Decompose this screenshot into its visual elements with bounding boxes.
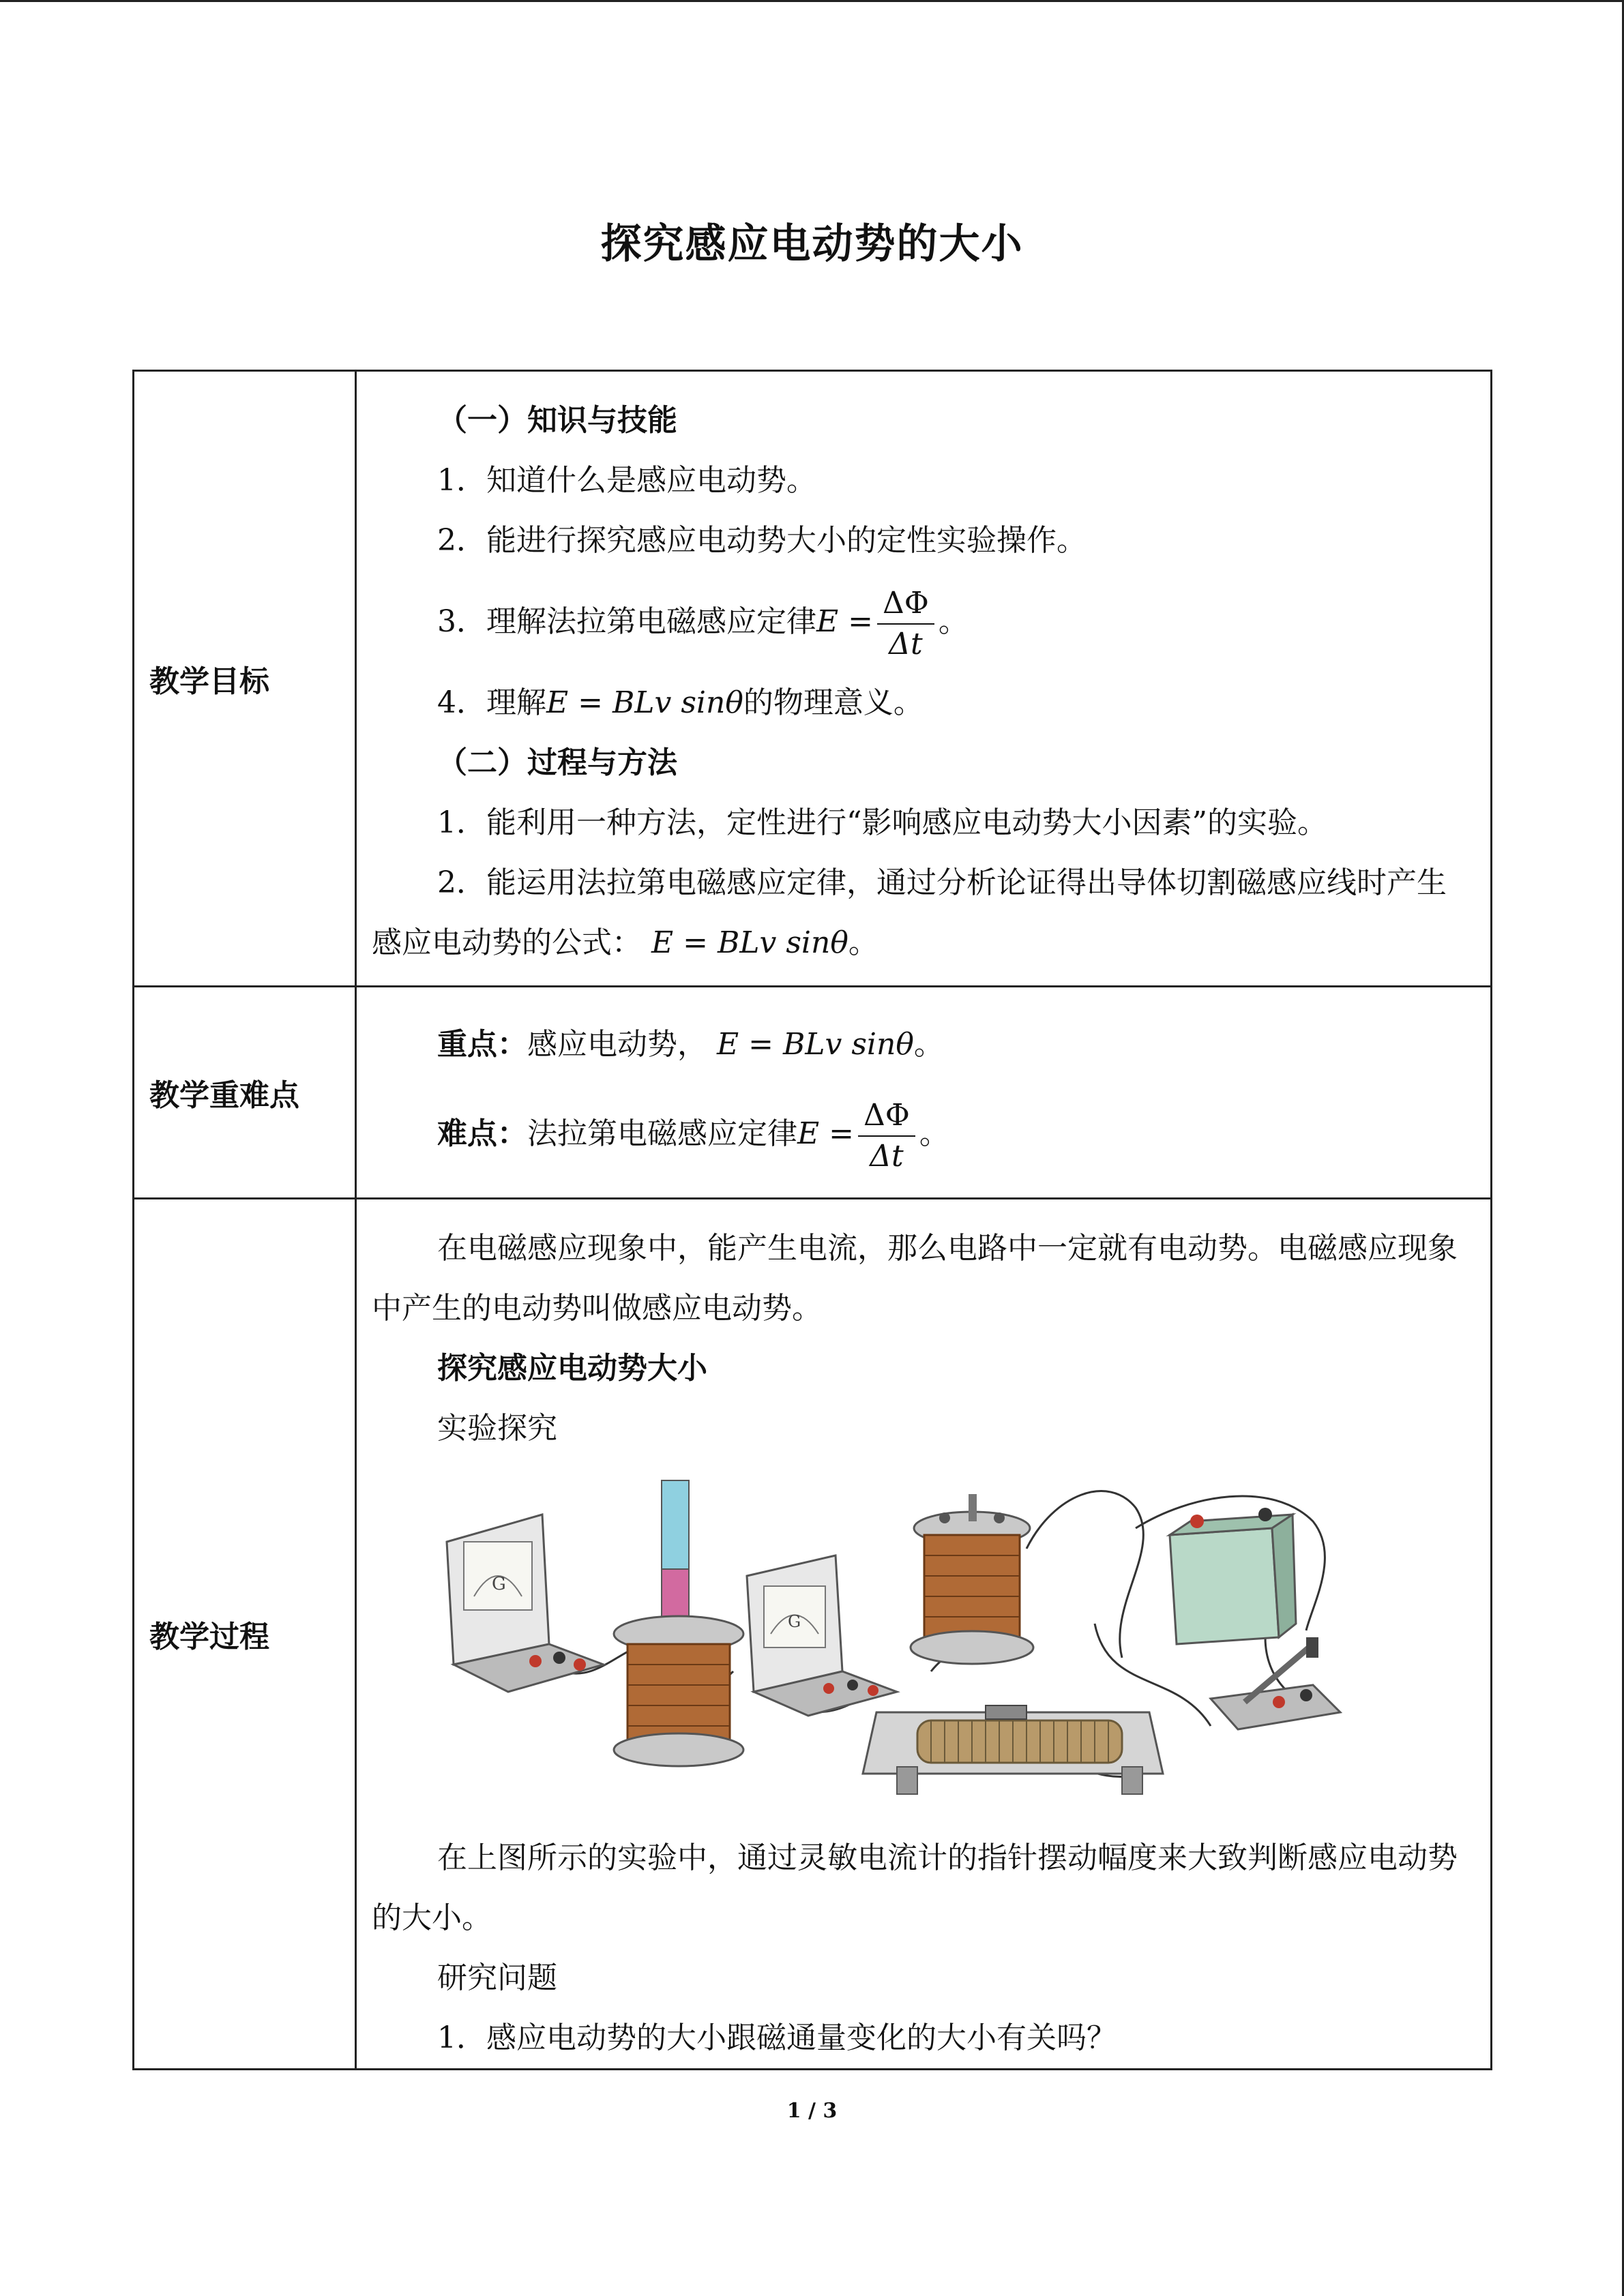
row-content-key-points	[356, 987, 1492, 1199]
lesson-plan-table	[132, 370, 1492, 2070]
objective-item-2: 2．能进行探究感应电动势大小的定性实验操作。	[437, 523, 1087, 558]
table-row-process	[134, 1199, 1492, 2070]
fraction-denominator: Δt	[870, 1138, 904, 1174]
battery	[1170, 1508, 1296, 1644]
objective-item-3-text: 3．理解法拉第电磁感应定律	[437, 604, 816, 639]
knife-switch	[1211, 1637, 1340, 1729]
difficult-point-text: 法拉第电磁感应定律	[527, 1116, 797, 1151]
galvanometer-1	[447, 1515, 604, 1692]
research-question-heading: 研究问题	[437, 1960, 557, 1995]
rheostat	[863, 1705, 1163, 1794]
objective-item-3	[372, 571, 1475, 673]
objective-item-1: 1．知道什么是感应电动势。	[437, 463, 816, 498]
process-paragraph-1: 在电磁感应现象中，能产生电流，那么电路中一定就有电动势。电磁感应现象中产生的电动势叫做感应电动势。	[372, 1231, 1458, 1326]
row-label-objectives: 教学目标	[134, 371, 356, 987]
emf-formula: E = BLv sinθ	[546, 685, 743, 720]
process-heading: 探究感应电动势大小	[437, 1351, 707, 1386]
galvanometer-1-label: G	[492, 1574, 506, 1594]
fraction-numerator: ΔΦ	[858, 1096, 915, 1137]
apparatus-drawing	[426, 1467, 1381, 1808]
section-heading-knowledge: （一）知识与技能	[437, 403, 677, 438]
objective-item-4-prefix: 4．理解	[437, 685, 546, 720]
faraday-law-fraction	[877, 584, 934, 664]
key-point-end: 。	[913, 1027, 944, 1062]
galvanometer-2	[747, 1555, 897, 1716]
emf-formula: E = BLv sinθ	[651, 925, 848, 960]
row-label-process: 教学过程	[134, 1199, 356, 2070]
table-row-key-points	[134, 987, 1492, 1199]
objective-item-4	[372, 673, 1475, 733]
section-heading-process: （二）过程与方法	[437, 745, 677, 780]
faraday-law-lhs: E =	[797, 1116, 854, 1151]
table-row-objectives	[134, 371, 1492, 987]
key-point-label: 重点：	[437, 1027, 527, 1062]
emf-formula: E = BLv sinθ	[717, 1027, 914, 1062]
objective-item-6-end: 。	[848, 925, 879, 960]
difficult-point-label: 难点：	[437, 1116, 527, 1151]
objective-item-6-text: 2．能运用法拉第电磁感应定律，通过分析论证得出导体切割磁感应线时产生感应电动势的公式：	[372, 865, 1447, 960]
research-question-1: 1．感应电动势的大小跟磁通量变化的大小有关吗？	[437, 2021, 1117, 2055]
row-content-objectives	[356, 371, 1492, 987]
objective-item-4-suffix: 的物理意义。	[743, 685, 924, 720]
fraction-numerator: ΔΦ	[877, 584, 934, 625]
page-top-border	[0, 0, 1624, 2]
document-title: 探究感应电动势的大小	[600, 220, 1024, 268]
difficult-point-end: 。	[919, 1116, 949, 1151]
process-subheading: 实验探究	[437, 1411, 557, 1446]
difficult-point	[372, 1083, 1475, 1185]
objective-item-5: 1．能利用一种方法，定性进行“影响感应电动势大小因素”的实验。	[437, 805, 1327, 840]
faraday-law-fraction	[858, 1096, 915, 1176]
faraday-law-lhs: E =	[816, 604, 873, 639]
fraction-denominator: Δt	[889, 626, 923, 661]
page-number: 1 / 3	[786, 2099, 838, 2123]
coil-with-magnet	[614, 1480, 743, 1766]
galvanometer-2-label: G	[788, 1612, 801, 1631]
objective-item-6	[372, 853, 1475, 973]
process-paragraph-2: 在上图所示的实验中，通过灵敏电流计的指针摆动幅度来大致判断感应电动势的大小。	[372, 1840, 1458, 1935]
key-point-text: 感应电动势，	[527, 1027, 707, 1062]
objective-item-3-end: 。	[938, 604, 969, 639]
key-point	[372, 1007, 1475, 1083]
row-content-process	[356, 1199, 1492, 2070]
experiment-apparatus-illustration	[426, 1467, 1475, 1808]
coil-2	[911, 1494, 1033, 1664]
row-label-key-points: 教学重难点	[134, 987, 356, 1199]
